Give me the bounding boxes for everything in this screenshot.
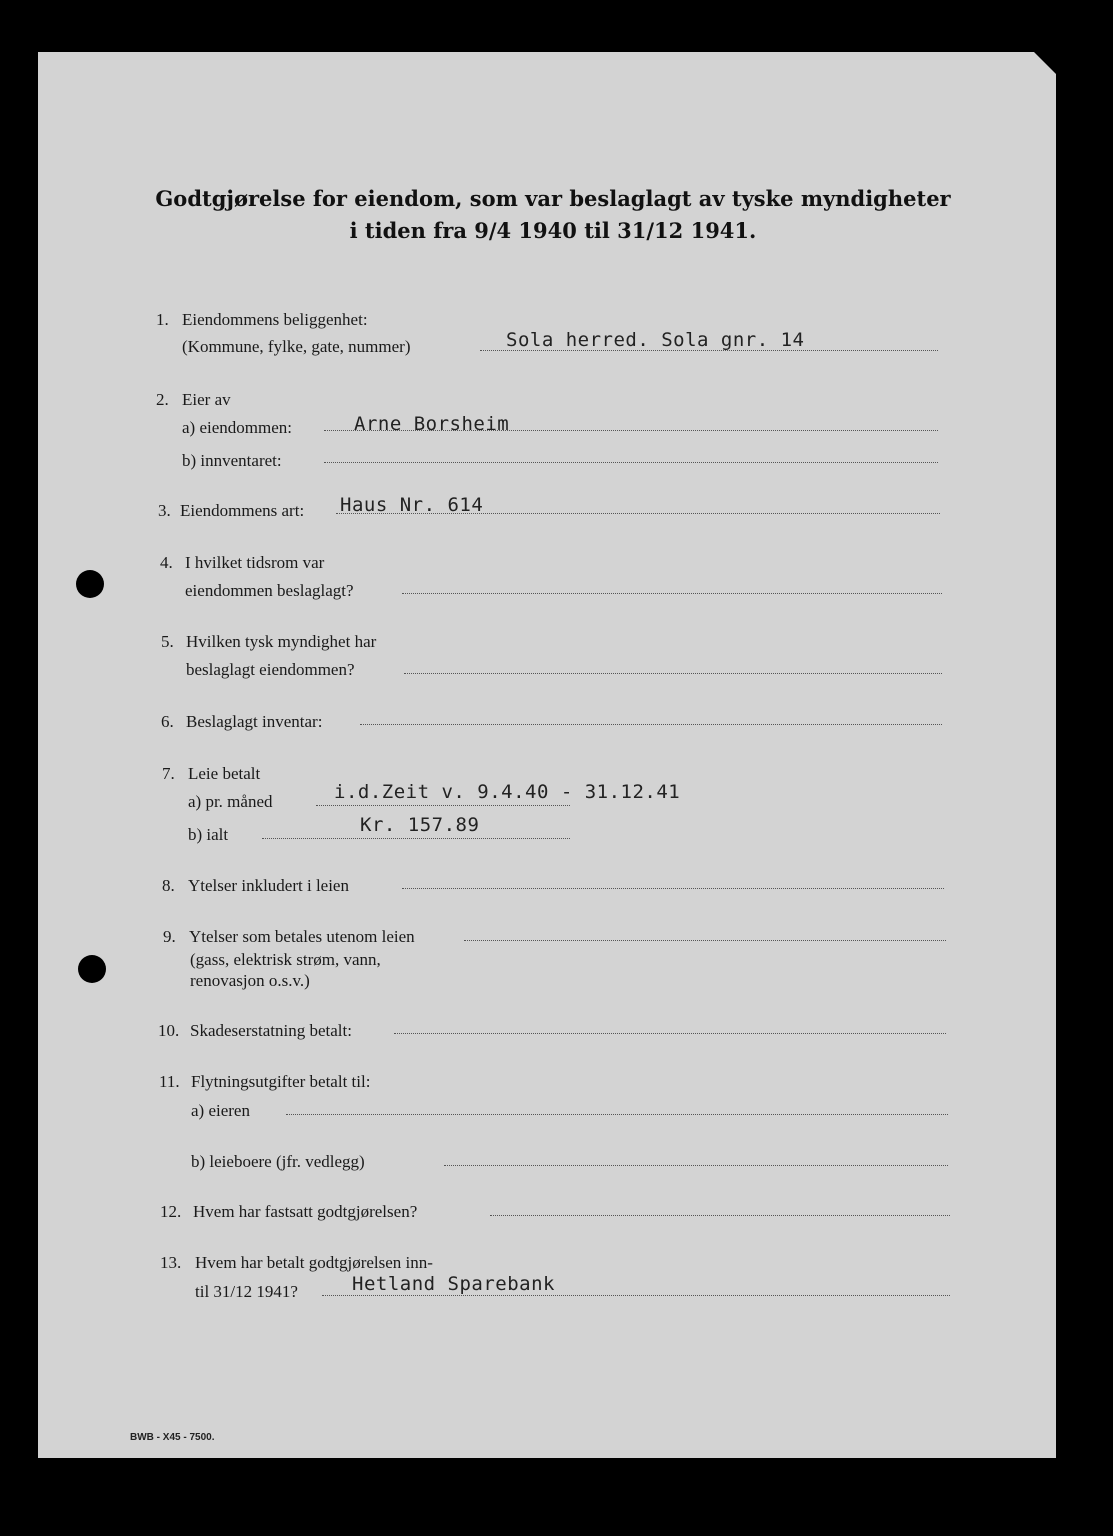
- item-2b-fill-line: [324, 462, 938, 463]
- form-title-line-2: i tiden fra 9/4 1940 til 31/12 1941.: [349, 218, 757, 243]
- item-1-label: Eiendommens beliggenhet:: [182, 310, 368, 329]
- item-3-number: 3.: [158, 501, 171, 520]
- item-3-value: Haus Nr. 614: [340, 494, 484, 516]
- item-9-sublabel-1: (gass, elektrisk strøm, vann,: [190, 950, 381, 969]
- item-9-fill-line: [464, 940, 946, 941]
- item-9-number: 9.: [163, 927, 176, 946]
- item-7a-label: a) pr. måned: [188, 792, 273, 811]
- item-11b-label: b) leieboere (jfr. vedlegg): [191, 1152, 365, 1171]
- item-10-label: Skadeserstatning betalt:: [190, 1021, 352, 1040]
- item-4-number: 4.: [160, 553, 173, 572]
- item-11-number: 11.: [159, 1072, 180, 1091]
- item-7a-value: i.d.Zeit v. 9.4.40 - 31.12.41: [334, 781, 681, 803]
- item-10-number: 10.: [158, 1021, 180, 1040]
- item-2b-label: b) innventaret:: [182, 451, 282, 470]
- item-7-label: Leie betalt: [188, 764, 261, 783]
- item-2a-label: a) eiendommen:: [182, 418, 292, 437]
- item-6-label: Beslaglagt inventar:: [186, 712, 323, 731]
- item-4-fill-line: [402, 593, 942, 594]
- punch-hole-lower: [78, 955, 106, 983]
- item-13-sublabel: til 31/12 1941?: [195, 1282, 298, 1301]
- item-5-label: Hvilken tysk myndighet har: [186, 632, 377, 651]
- item-3-label: Eiendommens art:: [180, 501, 305, 520]
- print-code: BWB - X45 - 7500.: [130, 1432, 215, 1443]
- item-5-number: 5.: [161, 632, 174, 651]
- item-10-fill-line: [394, 1033, 946, 1034]
- item-11a-fill-line: [286, 1114, 948, 1115]
- item-1-value: Sola herred. Sola gnr. 14: [506, 329, 805, 351]
- item-7a-fill-line: [316, 805, 570, 806]
- item-8-fill-line: [402, 888, 944, 889]
- item-11b-fill-line: [444, 1165, 948, 1166]
- item-13-label: Hvem har betalt godtgjørelsen inn-: [195, 1253, 433, 1272]
- folded-corner: [1034, 52, 1056, 74]
- item-13-fill-line: [322, 1295, 950, 1296]
- item-8-number: 8.: [162, 876, 175, 895]
- item-7-number: 7.: [162, 764, 175, 783]
- item-7b-fill-line: [262, 838, 570, 839]
- item-12-number: 12.: [160, 1202, 182, 1221]
- item-12-fill-line: [490, 1215, 950, 1216]
- item-1-number: 1.: [156, 310, 169, 329]
- form-title-line-1: Godtgjørelse for eiendom, som var beslaglagt av tyske myndigheter: [155, 186, 951, 211]
- item-12-label: Hvem har fastsatt godtgjørelsen?: [193, 1202, 418, 1221]
- item-6-number: 6.: [161, 712, 174, 731]
- item-7b-value: Kr. 157.89: [360, 814, 480, 836]
- item-2-label: Eier av: [182, 390, 231, 409]
- item-11a-label: a) eieren: [191, 1101, 250, 1120]
- item-13-number: 13.: [160, 1253, 182, 1272]
- item-1-sublabel: (Kommune, fylke, gate, nummer): [182, 337, 411, 356]
- item-6-fill-line: [360, 724, 942, 725]
- item-2a-value: Arne Borsheim: [354, 413, 510, 435]
- item-13-value: Hetland Sparebank: [352, 1273, 555, 1295]
- punch-hole-upper: [76, 570, 104, 598]
- item-9-sublabel-2: renovasjon o.s.v.): [190, 971, 310, 990]
- item-7b-label: b) ialt: [188, 825, 229, 844]
- item-2-number: 2.: [156, 390, 169, 409]
- item-5-fill-line: [404, 673, 942, 674]
- item-11-label: Flytningsutgifter betalt til:: [191, 1072, 371, 1091]
- item-8-label: Ytelser inkludert i leien: [188, 876, 349, 895]
- form-sheet: [38, 52, 1056, 1458]
- item-5-sublabel: beslaglagt eiendommen?: [186, 660, 355, 679]
- item-4-sublabel: eiendommen beslaglagt?: [185, 581, 354, 600]
- item-4-label: I hvilket tidsrom var: [185, 553, 325, 572]
- item-9-label: Ytelser som betales utenom leien: [189, 927, 415, 946]
